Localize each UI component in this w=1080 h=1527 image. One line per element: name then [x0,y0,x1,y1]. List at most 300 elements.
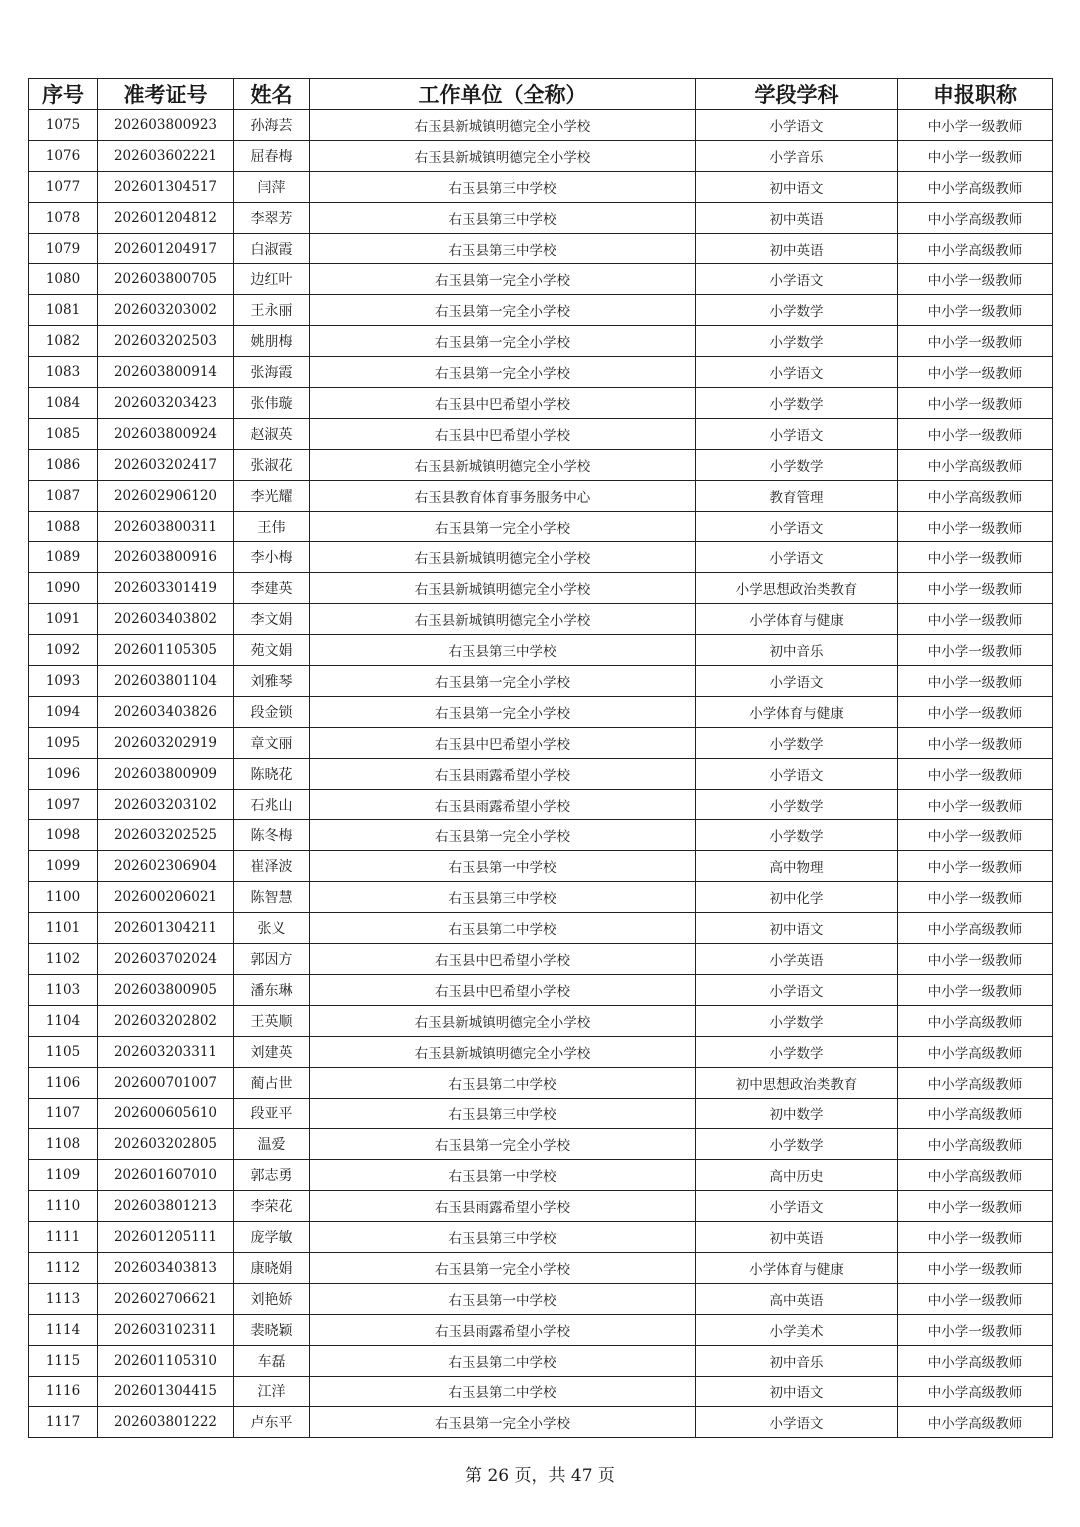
exam-id-cell: 202601204917 [98,233,234,264]
seq-cell: 1077 [29,171,98,202]
title-cell: 中小学一级教师 [898,1314,1053,1345]
title-cell: 中小学高级教师 [898,1345,1053,1376]
name-cell: 王永丽 [234,295,310,326]
exam-id-cell: 202603301419 [98,573,234,604]
title-cell: 中小学一级教师 [898,1191,1053,1222]
subject-cell: 小学语文 [696,1407,898,1438]
table-row [29,1345,1053,1376]
work-unit-cell: 右玉县新城镇明德完全小学校 [310,110,696,141]
name-cell: 陈晓花 [234,758,310,789]
seq-cell: 1076 [29,140,98,171]
table-row [29,1376,1053,1407]
title-cell: 中小学一级教师 [898,1252,1053,1283]
exam-id-cell: 202600206021 [98,882,234,913]
exam-id-cell: 202603202919 [98,727,234,758]
title-cell: 中小学一级教师 [898,418,1053,449]
work-unit-cell: 右玉县中巴希望小学校 [310,974,696,1005]
table-row [29,789,1053,820]
work-unit-cell: 右玉县中巴希望小学校 [310,944,696,975]
subject-cell: 小学数学 [696,295,898,326]
title-cell: 中小学一级教师 [898,388,1053,419]
subject-cell: 小学数学 [696,789,898,820]
exam-id-cell: 202601205111 [98,1222,234,1253]
seq-cell: 1090 [29,573,98,604]
title-cell: 中小学高级教师 [898,1067,1053,1098]
page-footer: 第 26 页，共 47 页 [465,1466,615,1486]
title-cell: 中小学一级教师 [898,511,1053,542]
subject-cell: 初中思想政治类教育 [696,1067,898,1098]
seq-cell: 1093 [29,666,98,697]
title-cell: 中小学一级教师 [898,974,1053,1005]
name-cell: 王伟 [234,511,310,542]
exam-id-cell: 202603800909 [98,758,234,789]
exam-id-cell: 202600605610 [98,1098,234,1129]
table-row [29,944,1053,975]
work-unit-cell: 右玉县第三中学校 [310,882,696,913]
table-row [29,635,1053,666]
seq-cell: 1100 [29,882,98,913]
table-row [29,820,1053,851]
title-cell: 中小学高级教师 [898,1036,1053,1067]
subject-cell: 小学数学 [696,820,898,851]
subject-cell: 初中语文 [696,1376,898,1407]
name-cell: 赵淑英 [234,418,310,449]
subject-cell: 小学数学 [696,1005,898,1036]
exam-id-cell: 202603202525 [98,820,234,851]
table-row [29,171,1053,202]
name-cell: 石兆山 [234,789,310,820]
seq-cell: 1088 [29,511,98,542]
subject-cell: 小学语文 [696,418,898,449]
seq-cell: 1103 [29,974,98,1005]
table-row [29,110,1053,141]
name-cell: 李翠芳 [234,202,310,233]
seq-cell: 1081 [29,295,98,326]
work-unit-cell: 右玉县雨露希望小学校 [310,1314,696,1345]
subject-cell: 初中英语 [696,1222,898,1253]
title-cell: 中小学一级教师 [898,727,1053,758]
name-cell: 陈智慧 [234,882,310,913]
title-cell: 中小学高级教师 [898,233,1053,264]
title-cell: 中小学高级教师 [898,202,1053,233]
subject-cell: 小学数学 [696,388,898,419]
exam-id-cell: 202603800924 [98,418,234,449]
work-unit-cell: 右玉县第一完全小学校 [310,820,696,851]
table-row [29,233,1053,264]
seq-cell: 1096 [29,758,98,789]
work-unit-cell: 右玉县第三中学校 [310,1222,696,1253]
exam-id-cell: 202601304517 [98,171,234,202]
exam-id-cell: 202603203423 [98,388,234,419]
table-row [29,264,1053,295]
name-cell: 屈春梅 [234,140,310,171]
title-cell: 中小学高级教师 [898,1005,1053,1036]
exam-id-cell: 202603203102 [98,789,234,820]
table-row [29,295,1053,326]
table-row [29,511,1053,542]
table-row [29,326,1053,357]
table-row [29,449,1053,480]
subject-cell: 高中英语 [696,1283,898,1314]
subject-cell: 小学思想政治类教育 [696,573,898,604]
name-cell: 郭因方 [234,944,310,975]
exam-id-cell: 202603702024 [98,944,234,975]
work-unit-cell: 右玉县第一中学校 [310,851,696,882]
title-cell: 中小学一级教师 [898,851,1053,882]
seq-cell: 1097 [29,789,98,820]
seq-cell: 1116 [29,1376,98,1407]
seq-cell: 1084 [29,388,98,419]
work-unit-cell: 右玉县第一完全小学校 [310,1407,696,1438]
subject-cell: 小学体育与健康 [696,604,898,635]
exam-id-cell: 202603800311 [98,511,234,542]
title-cell: 中小学一级教师 [898,357,1053,388]
seq-cell: 1098 [29,820,98,851]
title-cell: 中小学一级教师 [898,882,1053,913]
work-unit-cell: 右玉县中巴希望小学校 [310,388,696,419]
table-row [29,696,1053,727]
title-cell: 中小学一级教师 [898,140,1053,171]
name-cell: 张淑花 [234,449,310,480]
table-row [29,542,1053,573]
name-cell: 康晓娟 [234,1252,310,1283]
subject-cell: 小学数学 [696,1036,898,1067]
name-cell: 刘雅琴 [234,666,310,697]
title-cell: 中小学一级教师 [898,758,1053,789]
exam-id-cell: 202603403826 [98,696,234,727]
exam-id-cell: 202603800916 [98,542,234,573]
name-cell: 潘东琳 [234,974,310,1005]
seq-cell: 1117 [29,1407,98,1438]
name-cell: 裴晓颖 [234,1314,310,1345]
name-cell: 李建英 [234,573,310,604]
exam-id-cell: 202603403802 [98,604,234,635]
title-cell: 中小学一级教师 [898,604,1053,635]
work-unit-cell: 右玉县第一完全小学校 [310,326,696,357]
seq-cell: 1095 [29,727,98,758]
seq-cell: 1114 [29,1314,98,1345]
subject-cell: 小学语文 [696,110,898,141]
title-cell: 中小学一级教师 [898,635,1053,666]
table-row [29,758,1053,789]
seq-cell: 1087 [29,480,98,511]
table-row [29,1191,1053,1222]
seq-cell: 1089 [29,542,98,573]
seq-cell: 1082 [29,326,98,357]
title-cell: 中小学一级教师 [898,326,1053,357]
work-unit-cell: 右玉县中巴希望小学校 [310,418,696,449]
name-cell: 段亚平 [234,1098,310,1129]
subject-cell: 初中数学 [696,1098,898,1129]
work-unit-cell: 右玉县第一中学校 [310,1283,696,1314]
table-row [29,1036,1053,1067]
title-cell: 中小学一级教师 [898,542,1053,573]
subject-cell: 初中语文 [696,171,898,202]
exam-id-cell: 202603202802 [98,1005,234,1036]
title-cell: 中小学一级教师 [898,789,1053,820]
exam-id-cell: 202603800914 [98,357,234,388]
seq-cell: 1085 [29,418,98,449]
subject-cell: 小学语文 [696,357,898,388]
seq-cell: 1075 [29,110,98,141]
title-cell: 中小学一级教师 [898,110,1053,141]
name-cell: 王英顺 [234,1005,310,1036]
work-unit-cell: 右玉县雨露希望小学校 [310,789,696,820]
seq-cell: 1099 [29,851,98,882]
table-row [29,1129,1053,1160]
seq-cell: 1104 [29,1005,98,1036]
exam-id-cell: 202603800705 [98,264,234,295]
table-row [29,974,1053,1005]
subject-cell: 小学语文 [696,264,898,295]
subject-cell: 小学美术 [696,1314,898,1345]
name-cell: 孙海芸 [234,110,310,141]
subject-cell: 小学体育与健康 [696,696,898,727]
title-cell: 中小学一级教师 [898,666,1053,697]
work-unit-cell: 右玉县新城镇明德完全小学校 [310,542,696,573]
work-unit-cell: 右玉县第一完全小学校 [310,264,696,295]
seq-cell: 1086 [29,449,98,480]
work-unit-cell: 右玉县第三中学校 [310,233,696,264]
name-cell: 庞学敏 [234,1222,310,1253]
exam-id-cell: 202602706621 [98,1283,234,1314]
header-exam-id: 准考证号 [98,79,234,110]
seq-cell: 1112 [29,1252,98,1283]
seq-cell: 1106 [29,1067,98,1098]
table-row [29,1098,1053,1129]
table-row [29,1160,1053,1191]
title-cell: 中小学一级教师 [898,820,1053,851]
work-unit-cell: 右玉县新城镇明德完全小学校 [310,604,696,635]
work-unit-cell: 右玉县第三中学校 [310,635,696,666]
title-cell: 中小学高级教师 [898,171,1053,202]
name-cell: 李荣花 [234,1191,310,1222]
seq-cell: 1094 [29,696,98,727]
exam-id-cell: 202600701007 [98,1067,234,1098]
title-cell: 中小学一级教师 [898,944,1053,975]
name-cell: 陈冬梅 [234,820,310,851]
name-cell: 郭志勇 [234,1160,310,1191]
exam-id-cell: 202603202805 [98,1129,234,1160]
subject-cell: 小学语文 [696,542,898,573]
seq-cell: 1083 [29,357,98,388]
subject-cell: 小学数学 [696,326,898,357]
subject-cell: 小学英语 [696,944,898,975]
exam-id-cell: 202603202503 [98,326,234,357]
work-unit-cell: 右玉县第一完全小学校 [310,357,696,388]
subject-cell: 教育管理 [696,480,898,511]
table-row [29,1407,1053,1438]
table-row [29,1067,1053,1098]
table-row [29,202,1053,233]
seq-cell: 1079 [29,233,98,264]
seq-cell: 1108 [29,1129,98,1160]
table-row [29,418,1053,449]
seq-cell: 1078 [29,202,98,233]
name-cell: 刘艳娇 [234,1283,310,1314]
title-cell: 中小学高级教师 [898,449,1053,480]
work-unit-cell: 右玉县第一完全小学校 [310,696,696,727]
header-name: 姓名 [234,79,310,110]
seq-cell: 1110 [29,1191,98,1222]
seq-cell: 1105 [29,1036,98,1067]
table-row [29,1314,1053,1345]
name-cell: 李光耀 [234,480,310,511]
candidate-table [28,78,1053,1438]
exam-id-cell: 202603602221 [98,140,234,171]
title-cell: 中小学一级教师 [898,696,1053,727]
table-row [29,357,1053,388]
subject-cell: 高中物理 [696,851,898,882]
name-cell: 张义 [234,913,310,944]
seq-cell: 1109 [29,1160,98,1191]
work-unit-cell: 右玉县第二中学校 [310,1376,696,1407]
name-cell: 江洋 [234,1376,310,1407]
seq-cell: 1107 [29,1098,98,1129]
header-seq: 序号 [29,79,98,110]
seq-cell: 1102 [29,944,98,975]
exam-id-cell: 202601105305 [98,635,234,666]
subject-cell: 初中音乐 [696,635,898,666]
title-cell: 中小学高级教师 [898,1160,1053,1191]
work-unit-cell: 右玉县新城镇明德完全小学校 [310,573,696,604]
work-unit-cell: 右玉县第一完全小学校 [310,1129,696,1160]
exam-id-cell: 202603202417 [98,449,234,480]
work-unit-cell: 右玉县第一中学校 [310,1160,696,1191]
seq-cell: 1101 [29,913,98,944]
name-cell: 李文娟 [234,604,310,635]
title-cell: 中小学高级教师 [898,1376,1053,1407]
work-unit-cell: 右玉县新城镇明德完全小学校 [310,1036,696,1067]
exam-id-cell: 202603203002 [98,295,234,326]
header-work-unit: 工作单位（全称） [310,79,696,110]
title-cell: 中小学一级教师 [898,1222,1053,1253]
table-header-row [29,79,1053,110]
exam-id-cell: 202603801213 [98,1191,234,1222]
title-cell: 中小学一级教师 [898,1283,1053,1314]
table-row [29,1005,1053,1036]
exam-id-cell: 202601204812 [98,202,234,233]
work-unit-cell: 右玉县新城镇明德完全小学校 [310,1005,696,1036]
header-title: 申报职称 [898,79,1053,110]
subject-cell: 小学数学 [696,727,898,758]
subject-cell: 小学语文 [696,666,898,697]
title-cell: 中小学高级教师 [898,1129,1053,1160]
subject-cell: 高中历史 [696,1160,898,1191]
exam-id-cell: 202603800923 [98,110,234,141]
exam-id-cell: 202603801222 [98,1407,234,1438]
work-unit-cell: 右玉县第二中学校 [310,1067,696,1098]
table-row [29,388,1053,419]
table-row [29,604,1053,635]
exam-id-cell: 202603102311 [98,1314,234,1345]
name-cell: 蔺占世 [234,1067,310,1098]
name-cell: 崔泽波 [234,851,310,882]
exam-id-cell: 202601304415 [98,1376,234,1407]
exam-id-cell: 202601105310 [98,1345,234,1376]
subject-cell: 小学体育与健康 [696,1252,898,1283]
name-cell: 温爱 [234,1129,310,1160]
subject-cell: 初中音乐 [696,1345,898,1376]
header-subject: 学段学科 [696,79,898,110]
seq-cell: 1091 [29,604,98,635]
name-cell: 白淑霞 [234,233,310,264]
exam-id-cell: 202603203311 [98,1036,234,1067]
subject-cell: 小学数学 [696,1129,898,1160]
work-unit-cell: 右玉县中巴希望小学校 [310,727,696,758]
exam-id-cell: 202602906120 [98,480,234,511]
subject-cell: 小学语文 [696,974,898,1005]
subject-cell: 小学音乐 [696,140,898,171]
subject-cell: 初中化学 [696,882,898,913]
seq-cell: 1080 [29,264,98,295]
table-body [29,110,1053,1438]
table-row [29,913,1053,944]
exam-id-cell: 202602306904 [98,851,234,882]
title-cell: 中小学高级教师 [898,913,1053,944]
name-cell: 闫萍 [234,171,310,202]
work-unit-cell: 右玉县第一完全小学校 [310,1252,696,1283]
work-unit-cell: 右玉县第三中学校 [310,1098,696,1129]
name-cell: 段金锁 [234,696,310,727]
work-unit-cell: 右玉县第一完全小学校 [310,666,696,697]
work-unit-cell: 右玉县新城镇明德完全小学校 [310,449,696,480]
work-unit-cell: 右玉县第一完全小学校 [310,295,696,326]
table-row [29,851,1053,882]
name-cell: 李小梅 [234,542,310,573]
seq-cell: 1115 [29,1345,98,1376]
table-row [29,1283,1053,1314]
title-cell: 中小学高级教师 [898,1407,1053,1438]
work-unit-cell: 右玉县第二中学校 [310,913,696,944]
subject-cell: 初中英语 [696,233,898,264]
name-cell: 刘建英 [234,1036,310,1067]
title-cell: 中小学一级教师 [898,573,1053,604]
table-row [29,140,1053,171]
table-row [29,480,1053,511]
subject-cell: 小学语文 [696,758,898,789]
exam-id-cell: 202601304211 [98,913,234,944]
exam-id-cell: 202603800905 [98,974,234,1005]
subject-cell: 小学语文 [696,511,898,542]
exam-id-cell: 202603801104 [98,666,234,697]
work-unit-cell: 右玉县雨露希望小学校 [310,758,696,789]
name-cell: 张海霞 [234,357,310,388]
work-unit-cell: 右玉县第二中学校 [310,1345,696,1376]
table-row [29,727,1053,758]
name-cell: 车磊 [234,1345,310,1376]
table-row [29,573,1053,604]
exam-id-cell: 202601607010 [98,1160,234,1191]
work-unit-cell: 右玉县第三中学校 [310,202,696,233]
subject-cell: 小学语文 [696,1191,898,1222]
table-row [29,1252,1053,1283]
title-cell: 中小学高级教师 [898,1098,1053,1129]
subject-cell: 小学数学 [696,449,898,480]
name-cell: 姚朋梅 [234,326,310,357]
subject-cell: 初中语文 [696,913,898,944]
work-unit-cell: 右玉县新城镇明德完全小学校 [310,140,696,171]
table-row [29,882,1053,913]
name-cell: 边红叶 [234,264,310,295]
title-cell: 中小学一级教师 [898,295,1053,326]
table-row [29,1222,1053,1253]
name-cell: 卢东平 [234,1407,310,1438]
exam-id-cell: 202603403813 [98,1252,234,1283]
work-unit-cell: 右玉县雨露希望小学校 [310,1191,696,1222]
title-cell: 中小学高级教师 [898,480,1053,511]
table-row [29,666,1053,697]
